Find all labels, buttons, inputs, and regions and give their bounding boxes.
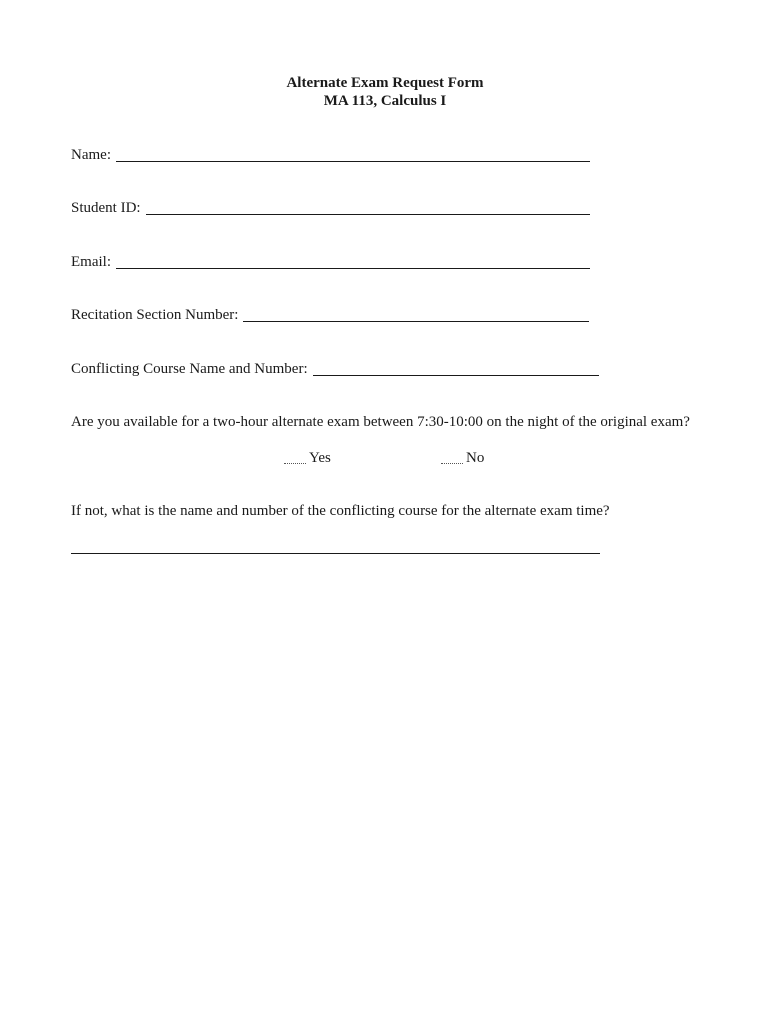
recitation-field <box>71 306 589 324</box>
course-title: MA 113, Calculus I <box>323 93 447 109</box>
email-label: Email: <box>71 254 111 270</box>
name-input-line[interactable] <box>116 147 590 162</box>
conflicting-course-input-line[interactable] <box>313 361 599 376</box>
conflicting-course-label: Conflicting Course Name and Number: <box>71 361 308 377</box>
availability-question: Are you available for a two-hour alternate exam between 7:30-10:00 on the night of the original exam? <box>71 414 690 430</box>
name-label: Name: <box>71 147 111 163</box>
followup-question: If not, what is the name and number of the conflicting course for the alternate exam time? <box>71 503 610 519</box>
yes-checkbox-blank[interactable] <box>284 453 306 464</box>
yes-label: Yes <box>309 450 331 466</box>
no-option[interactable] <box>441 449 484 467</box>
student-id-input-line[interactable] <box>146 200 590 215</box>
yes-option[interactable] <box>284 449 331 467</box>
student-id-field <box>71 199 590 217</box>
recitation-input-line[interactable] <box>243 307 589 322</box>
no-label: No <box>466 450 485 466</box>
email-field <box>71 253 590 271</box>
no-checkbox-blank[interactable] <box>441 453 463 464</box>
followup-answer-line[interactable] <box>71 553 600 554</box>
form-title: Alternate Exam Request Form <box>286 75 484 91</box>
email-input-line[interactable] <box>116 254 590 269</box>
student-id-label: Student ID: <box>71 200 141 216</box>
name-field <box>71 146 590 164</box>
conflicting-course-field <box>71 360 599 378</box>
recitation-label: Recitation Section Number: <box>71 307 239 323</box>
